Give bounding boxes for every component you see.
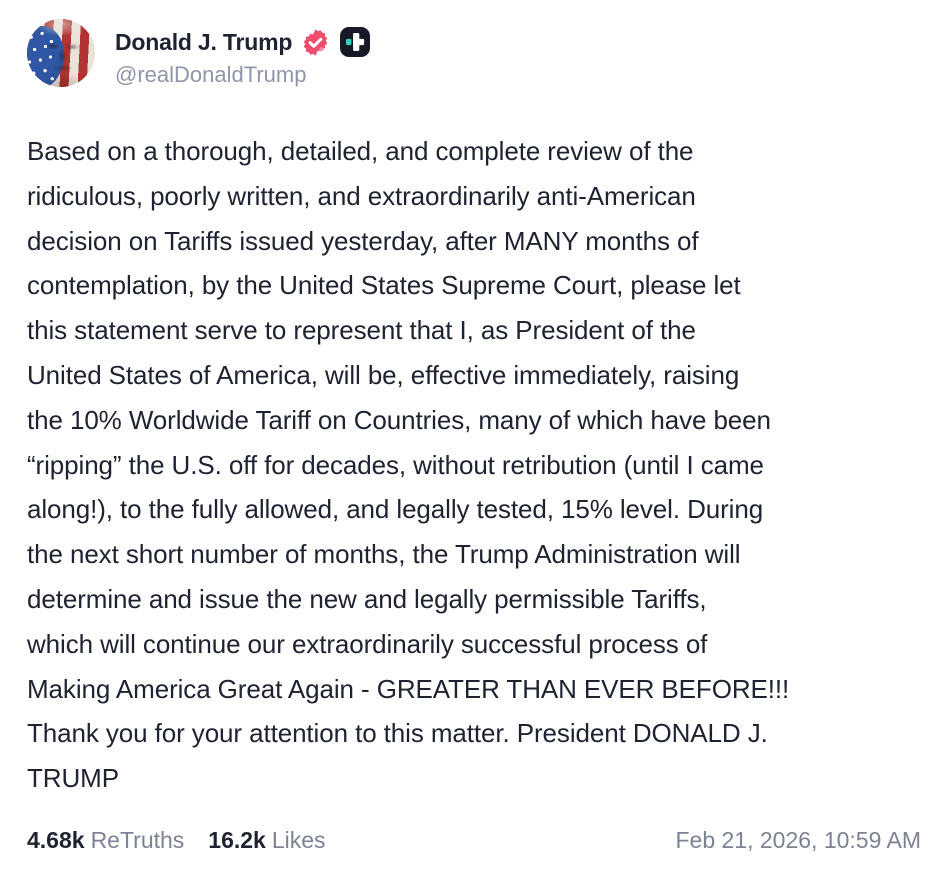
body-line: along!), to the fully allowed, and legally tested, 15% level. During — [27, 494, 764, 525]
verified-badge-icon — [301, 28, 330, 57]
likes-stat[interactable] — [208, 827, 325, 854]
engagement-stats — [27, 827, 326, 854]
likes-count: 16.2k — [208, 826, 266, 853]
body-line: the 10% Worldwide Tariff on Countries, many of which have been — [27, 404, 771, 435]
body-line: contemplation, by the United States Supreme Court, please let — [27, 270, 741, 301]
identity-block — [115, 19, 370, 88]
body-line: Thank you for your attention to this matter. President DONALD J. — [27, 718, 768, 749]
body-line: determine and issue the new and legally permissible Tariffs, — [27, 583, 707, 614]
post-header — [27, 19, 921, 88]
likes-label: Likes — [271, 826, 326, 853]
post-body-text — [27, 129, 921, 801]
body-line: which will continue our extraordinarily successful process of — [27, 628, 708, 659]
name-row — [115, 27, 370, 57]
retruths-stat[interactable] — [27, 827, 184, 854]
avatar[interactable] — [27, 19, 95, 87]
body-line: this statement serve to represent that I, as President of the — [27, 315, 696, 346]
retruths-label: ReTruths — [90, 826, 185, 853]
user-handle[interactable]: @realDonaldTrump — [115, 62, 307, 87]
body-line: Based on a thorough, detailed, and complete review of the — [27, 136, 694, 166]
body-line: United States of America, will be, effective immediately, raising — [27, 359, 740, 390]
body-line: the next short number of months, the Trump Administration will — [27, 539, 741, 570]
truth-social-plus-icon — [340, 27, 370, 57]
display-name[interactable]: Donald J. Trump — [115, 28, 293, 55]
body-line: decision on Tariffs issued yesterday, after MANY months of — [27, 225, 699, 256]
body-line: “ripping” the U.S. off for decades, without retribution (until I came — [27, 449, 764, 480]
avatar-face-shading — [27, 19, 95, 87]
timestamp[interactable]: Feb 21, 2026, 10:59 AM — [675, 826, 921, 853]
body-line: TRUMP — [27, 763, 119, 794]
body-line: Making America Great Again - GREATER THAN EVER BEFORE!!! — [27, 673, 790, 704]
retruths-count: 4.68k — [27, 826, 85, 853]
post-footer — [27, 827, 921, 854]
body-line: ridiculous, poorly written, and extraordinarily anti-American — [27, 180, 696, 211]
